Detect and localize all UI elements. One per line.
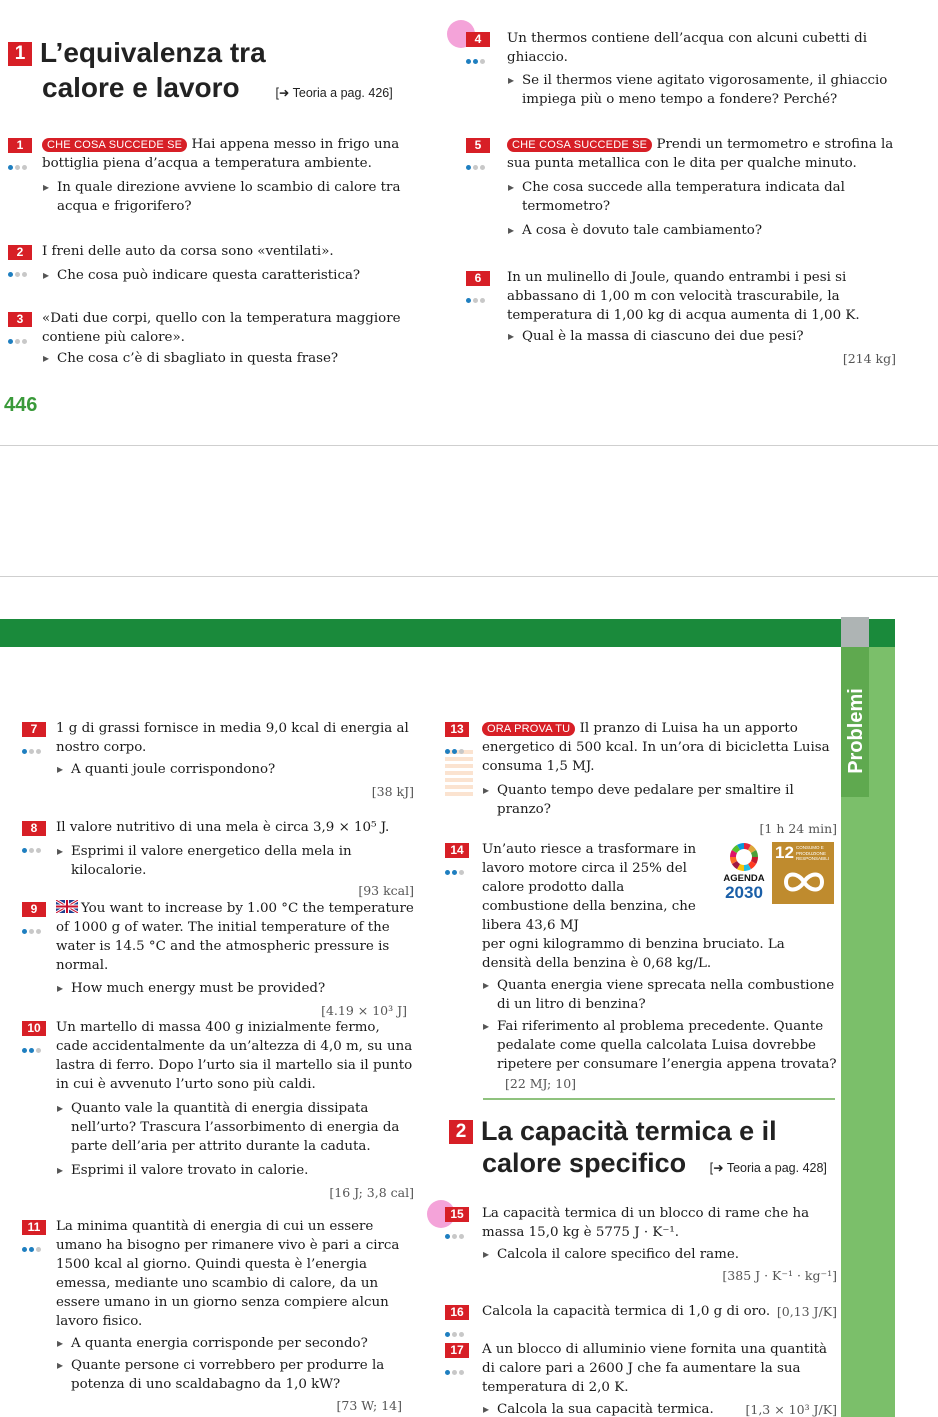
- problem-7: [22, 719, 414, 801]
- problem-9-question: ▸ How much energy must be provided?: [56, 979, 414, 998]
- problem-13-question: ▸ Quanto tempo deve pedalare per smaltire il pranzo?: [482, 781, 837, 819]
- problem-2-marker: [8, 243, 32, 269]
- problem-16: [445, 1302, 837, 1321]
- section-separator: [483, 1098, 835, 1100]
- problem-1-text: Hai appena messo in frigo una bottiglia piena d’acqua a temperatura ambiente.: [42, 137, 400, 171]
- problem-2: [8, 242, 432, 285]
- section-2-heading-line2: [482, 1146, 842, 1185]
- green-header-band: [0, 619, 895, 647]
- problem-1-body: [8, 135, 432, 173]
- problem-16-marker: [445, 1303, 469, 1329]
- problem-number: 3: [8, 312, 32, 327]
- problem-16-answer: [0,13 J/K]: [776, 1304, 837, 1319]
- try-now-tag: ORA PROVA TU: [482, 722, 575, 736]
- difficulty-dots: [445, 1324, 469, 1329]
- problem-6-marker: [466, 269, 490, 295]
- section-2-number: 2: [449, 1120, 473, 1144]
- difficulty-dots: [8, 264, 32, 269]
- agenda-label: AGENDA: [723, 873, 765, 884]
- problem-10-text-a: [22, 1018, 414, 1094]
- what-happens-if-tag: CHE COSA SUCCEDE SE: [42, 138, 187, 152]
- problem-13-body: [445, 719, 837, 776]
- problem-6: [466, 268, 896, 368]
- problem-15-marker: [445, 1205, 469, 1231]
- problem-6-answer: [214 kg]: [842, 351, 896, 366]
- section-2-title-line2: calore specifico: [482, 1148, 687, 1178]
- problem-7-text: 1 g di grassi fornisce in media 9,0 kcal di energia al nostro corpo.: [56, 721, 409, 755]
- problem-4: [466, 29, 896, 109]
- problem-number: 8: [22, 821, 46, 836]
- problem-number: 15: [445, 1207, 469, 1222]
- problem-number: 11: [22, 1220, 46, 1235]
- problem-16-text: Calcola la capacità termica di 1,0 g di oro.: [482, 1304, 771, 1319]
- problem-number: 14: [445, 843, 469, 858]
- difficulty-dots: [22, 741, 46, 746]
- problem-13-answer: [1 h 24 min]: [759, 821, 837, 836]
- top-page: [0, 0, 938, 445]
- grey-tab: [841, 617, 869, 647]
- problem-17-question-line: [482, 1400, 837, 1417]
- problem-14-text-2: per ogni kilogrammo di benzina bruciato. La densità della benzina è 0,68 kg/L.: [482, 937, 785, 971]
- problem-5-marker: [466, 136, 490, 162]
- problem-1-marker: [8, 136, 32, 162]
- problem-14-question-1: ▸ Quanta energia viene sprecata nella combustione di un litro di benzina?: [482, 976, 837, 1014]
- problem-13-text: Il pranzo di Luisa ha un apporto energetico di 500 kcal. In un’ora di bicicletta Luisa consuma 1,5 MJ.: [482, 721, 830, 774]
- problem-11-text: La minima quantità di energia di cui un essere umano ha bisogno per rimanere vivo è pari a circa 1500 kcal al giorno. Quindi questa è l’energia emessa, mediante uno scambio di calore, da un essere umano in un giorno senza compiere alcun lavoro fisico.: [56, 1219, 400, 1329]
- problem-number: 6: [466, 271, 490, 286]
- sdg-goal-12-badge: [772, 842, 834, 904]
- goal-text: CONSUMO E PRODUZIONE RESPONSABILI: [796, 845, 830, 861]
- difficulty-dots: [8, 157, 32, 162]
- problem-8: [22, 818, 414, 900]
- problem-7-marker: [22, 720, 46, 746]
- problem-8-text: Il valore nutritivo di una mela è circa 3,9 × 10⁵ J.: [56, 820, 390, 835]
- agenda-year: 2030: [725, 883, 763, 902]
- section-2-title-line1: La capacità termica e il: [481, 1116, 777, 1146]
- problem-15-text: La capacità termica di un blocco di rame che ha massa 15,0 kg è 5775 J · K⁻¹.: [482, 1206, 810, 1240]
- section-1-heading: [8, 36, 428, 70]
- problem-9: [22, 899, 414, 1020]
- problem-number: 5: [466, 138, 490, 153]
- problem-15-answer: [385 J · K⁻¹ · kg⁻¹]: [722, 1268, 837, 1283]
- difficulty-dots: [22, 840, 46, 845]
- problem-10-question-2: ▸ Esprimi il valore trovato in calorie.: [56, 1161, 414, 1180]
- difficulty-dots: [8, 331, 32, 336]
- problem-13-marker: [445, 720, 473, 798]
- problem-17: [445, 1340, 837, 1417]
- problem-14-answer: [22 MJ; 10]: [505, 1076, 577, 1091]
- problem-8-answer: [93 kcal]: [358, 883, 414, 898]
- problem-13: [445, 719, 837, 838]
- difficulty-dots: [445, 1226, 469, 1231]
- problem-17-answer: [1,3 × 10³ J/K]: [745, 1402, 837, 1417]
- problem-number: 9: [22, 902, 46, 917]
- problem-number: 16: [445, 1305, 469, 1320]
- goal-number: 12: [775, 843, 794, 862]
- problem-2-text: I freni delle auto da corsa sono «ventilati».: [42, 244, 334, 259]
- problem-3-marker: [8, 310, 32, 336]
- problem-3-text: «Dati due corpi, quello con la temperatura maggiore contiene più calore».: [42, 311, 401, 345]
- problem-5: [466, 135, 896, 240]
- difficulty-dots: [445, 741, 473, 746]
- sdg-wheel-icon: [729, 842, 759, 872]
- agenda-2030-logo: [718, 842, 770, 910]
- problem-number: 2: [8, 245, 32, 260]
- problem-3-question: ▸ Che cosa c’è di sbagliato in questa frase?: [42, 349, 432, 368]
- problem-8-question: ▸ Esprimi il valore energetico della mela in kilocalorie.: [56, 842, 414, 880]
- problem-14-text-1: Un’auto riesce a trasformare in lavoro motore circa il 25% del calore prodotto dalla combustione della benzina, che libera 43,6 MJ: [482, 842, 697, 933]
- problem-7-question: ▸ A quanti joule corrispondono?: [56, 760, 414, 779]
- problem-2-question: ▸ Che cosa può indicare questa caratteristica?: [42, 266, 432, 285]
- problem-number: 1: [8, 138, 32, 153]
- problem-5-question-2: ▸ A cosa è dovuto tale cambiamento?: [507, 221, 896, 240]
- problem-10-answer: [16 J; 3,8 cal]: [329, 1185, 414, 1200]
- problem-4-text: Un thermos contiene dell’acqua con alcuni cubetti di ghiaccio.: [507, 31, 867, 65]
- difficulty-dots: [445, 862, 469, 867]
- problem-number: 10: [22, 1021, 46, 1036]
- problem-15: [445, 1204, 837, 1285]
- problem-11-answer: [73 W; 14]: [336, 1398, 402, 1413]
- section-1-title-line1: L’equivalenza tra: [40, 37, 266, 68]
- difficulty-dots: [466, 51, 490, 56]
- problem-5-question-1: ▸ Che cosa succede alla temperatura indicata dal termometro?: [507, 178, 896, 216]
- difficulty-dots: [466, 157, 490, 162]
- problem-11-question-2: ▸ Quante persone ci vorrebbero per produrre la potenza di uno scaldabagno da 1,0 kW?: [56, 1356, 414, 1394]
- problem-4-marker: [466, 30, 490, 56]
- problem-11-marker: [22, 1218, 46, 1244]
- difficulty-dots: [466, 290, 490, 295]
- problem-number: 17: [445, 1343, 469, 1358]
- problem-number: 4: [466, 32, 490, 47]
- bottom-page: [0, 577, 938, 1417]
- side-label-problemi: Problemi: [845, 688, 867, 774]
- problem-17-question: ▸ Calcola la sua capacità termica.: [497, 1402, 714, 1417]
- problem-17-marker: [445, 1341, 469, 1367]
- problem-11: [22, 1217, 414, 1415]
- problem-17-text: A un blocco di alluminio viene fornita una quantità di calore pari a 2600 J che fa aumentare la sua temperatura di 2,0 K.: [482, 1342, 827, 1395]
- problem-number: 7: [22, 722, 46, 737]
- page-gap-divider: [0, 445, 938, 446]
- problem-6-text: In un mulinello di Joule, quando entrambi i pesi si abbassano di 1,00 m con velocità trascurabile, la temperatura di 1,00 kg di acqua aumenta di 1,00 K.: [507, 270, 860, 323]
- problem-10-marker: [22, 1019, 46, 1045]
- problem-15-question: ▸ Calcola il calore specifico del rame.: [482, 1245, 837, 1264]
- section-2-heading: [449, 1114, 839, 1148]
- problem-1-question: ▸ In quale direzione avviene lo scambio di calore tra acqua e frigorifero?: [42, 178, 432, 216]
- problem-9-answer: [4.19 × 10³ J]: [321, 1003, 407, 1018]
- problem-11-question-1: ▸ A quanta energia corrisponde per secondo?: [56, 1334, 414, 1353]
- uk-flag-icon: [56, 900, 78, 913]
- difficulty-dots: [22, 921, 46, 926]
- problem-9-text: You want to increase by 1.00 °C the temperature of 1000 g of water. The initial temperature of the water is 14.5 °C and the atmospheric pressure is normal.: [56, 901, 414, 973]
- problem-9-body: [22, 899, 414, 975]
- problem-16-line: [445, 1302, 837, 1321]
- problem-number: 13: [445, 722, 469, 737]
- section-1-number: 1: [8, 42, 32, 66]
- problem-8-marker: [22, 819, 46, 845]
- problem-7-answer: [38 kJ]: [371, 784, 414, 799]
- problem-1: [8, 135, 432, 216]
- problem-5-body: [466, 135, 896, 173]
- problem-14-marker: [445, 841, 469, 867]
- problem-14-question-2-text: Fai riferimento al problema precedente. Quante pedalate come quella calcolata Luisa dovrebbe ripetere per consumare l’energia appena trovata?: [497, 1019, 837, 1072]
- section-1-heading-line2: [42, 71, 462, 110]
- theory-link-428[interactable]: [➜ Teoria a pag. 428]: [709, 1161, 827, 1175]
- problem-3: [8, 309, 432, 368]
- problem-10-text: Un martello di massa 400 g inizialmente fermo, cade accidentalmente da un’altezza di 4,0 m, su una lastra di ferro. Dopo l’urto sia il martello sia il punto in cui è avvenuto l’urto sono più caldi.: [56, 1020, 413, 1092]
- problem-4-question: ▸ Se il thermos viene agitato vigorosamente, il ghiaccio impiega più o meno tempo a fondere? Perché?: [507, 71, 896, 109]
- problem-5-text: Prendi un termometro e strofina la sua punta metallica con le dita per qualche minuto.: [507, 137, 894, 171]
- what-happens-if-tag: CHE COSA SUCCEDE SE: [507, 138, 652, 152]
- lined-note-area: [445, 750, 473, 798]
- infinity-icon: [782, 868, 826, 896]
- problem-6-question: ▸ Qual è la massa di ciascuno dei due pesi?: [507, 327, 896, 346]
- difficulty-dots: [445, 1362, 469, 1367]
- page-number: 446: [4, 394, 38, 416]
- section-1-title-line2: calore e lavoro: [42, 72, 240, 103]
- difficulty-dots: [22, 1239, 46, 1244]
- problem-10: [22, 1018, 414, 1202]
- problem-14-question-2: [482, 1017, 837, 1094]
- difficulty-dots: [22, 1040, 46, 1045]
- theory-link-426[interactable]: [➜ Teoria a pag. 426]: [275, 86, 393, 100]
- problem-9-marker: [22, 900, 46, 926]
- problem-10-question-1: ▸ Quanto vale la quantità di energia dissipata nell’urto? Trascura l’assorbimento di energia da parte dell’aria per attrito durante la caduta.: [56, 1099, 414, 1156]
